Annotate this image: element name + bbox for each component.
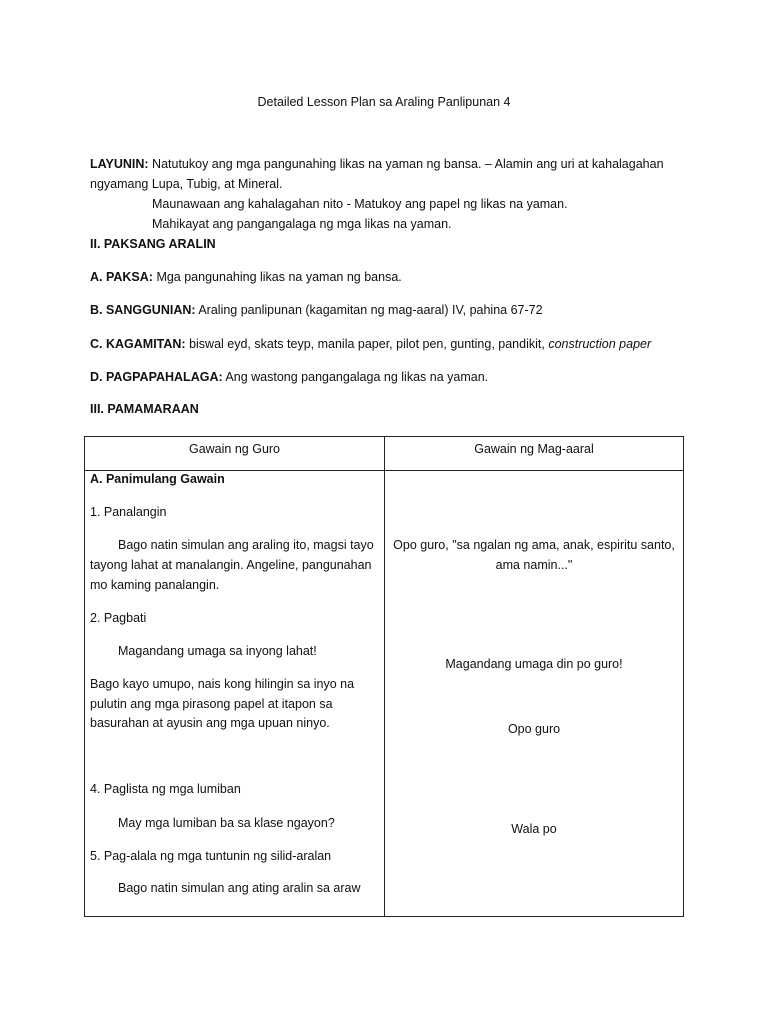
kagamitan-italic: construction paper xyxy=(548,337,652,351)
pagpapahalaga-text: Ang wastong pangangalaga ng likas na yaman. xyxy=(222,370,489,384)
pagbati-magaaral: Magandang umaga din po guro! xyxy=(445,657,623,671)
layunin-line-2: ngyamang Lupa, Tubig, at Mineral. xyxy=(90,177,283,191)
layunin-line-4: Mahikayat ang pangangalaga ng mga likas na yaman. xyxy=(152,217,452,231)
pamamaraan-heading: III. PAMAMARAAN xyxy=(90,402,199,416)
paksang-aralin-heading: II. PAKSANG ARALIN xyxy=(90,237,216,251)
tuntunin-guro: Bago natin simulan ang ating aralin sa araw xyxy=(118,881,361,895)
header-gawain-guro: Gawain ng Guro xyxy=(188,442,281,456)
sanggunian-text: Araling panlipunan (kagamitan ng mag-aaral) IV, pahina 67-72 xyxy=(195,303,543,317)
panalangin-guro-l1: Bago natin simulan ang araling ito, magsi tayo xyxy=(118,538,374,552)
lumiban-magaaral: Wala po xyxy=(511,822,557,836)
paksa-text: Mga pangunahing likas na yaman ng bansa. xyxy=(152,270,402,284)
panimulang-gawain: A. Panimulang Gawain xyxy=(90,472,225,486)
lumiban-guro: May mga lumiban ba sa klase ngayon? xyxy=(118,816,335,830)
table-column-divider xyxy=(384,437,385,916)
panalangin-guro-l2: tayong lahat at manalangin. Angeline, pangunahan xyxy=(90,558,372,572)
sanggunian-label: B. SANGGUNIAN: xyxy=(90,303,196,317)
pagbati-heading: 2. Pagbati xyxy=(90,611,147,625)
upo-guro-l1: Bago kayo umupo, nais kong hilingin sa inyo na xyxy=(90,677,355,691)
panalangin-magaaral-l1: Opo guro, "sa ngalan ng ama, anak, espiritu santo, xyxy=(393,538,675,552)
upo-guro-l2: pulutin ang mga pirasong papel at itapon sa xyxy=(90,697,333,711)
kagamitan-text: biswal eyd, skats teyp, manila paper, pilot pen, gunting, pandikit, xyxy=(185,337,549,351)
layunin-line-3: Maunawaan ang kahalagahan nito - Matukoy ang papel ng likas na yaman. xyxy=(152,197,568,211)
document-title: Detailed Lesson Plan sa Araling Panlipunan 4 xyxy=(257,95,511,109)
panalangin-magaaral-l2: ama namin..." xyxy=(495,558,573,572)
header-gawain-magaaral: Gawain ng Mag-aaral xyxy=(474,442,594,456)
upo-guro-l3: basurahan at ayusin ang mga upuan ninyo. xyxy=(90,716,330,730)
layunin-line-1 xyxy=(90,157,664,171)
pagbati-guro: Magandang umaga sa inyong lahat! xyxy=(118,644,317,658)
kagamitan-label: C. KAGAMITAN: xyxy=(90,337,186,351)
panalangin-heading: 1. Panalangin xyxy=(90,505,167,519)
layunin-label: LAYUNIN: xyxy=(90,157,149,171)
paksa-line xyxy=(90,270,402,284)
sanggunian-line xyxy=(90,303,543,317)
panalangin-guro-l3: mo kaming panalangin. xyxy=(90,578,220,592)
upo-magaaral: Opo guro xyxy=(507,722,561,736)
paksa-label: A. PAKSA: xyxy=(90,270,153,284)
pagpapahalaga-line xyxy=(90,370,488,384)
lesson-table xyxy=(84,436,684,917)
layunin-text-1: Natutukoy ang mga pangunahing likas na yaman ng bansa. – Alamin ang uri at kahalagahan xyxy=(148,157,664,171)
tuntunin-heading: 5. Pag-alala ng mga tuntunin ng silid-aralan xyxy=(90,849,332,863)
kagamitan-line xyxy=(90,337,651,351)
lumiban-heading: 4. Paglista ng mga lumiban xyxy=(90,782,241,796)
pagpapahalaga-label: D. PAGPAPAHALAGA: xyxy=(90,370,223,384)
